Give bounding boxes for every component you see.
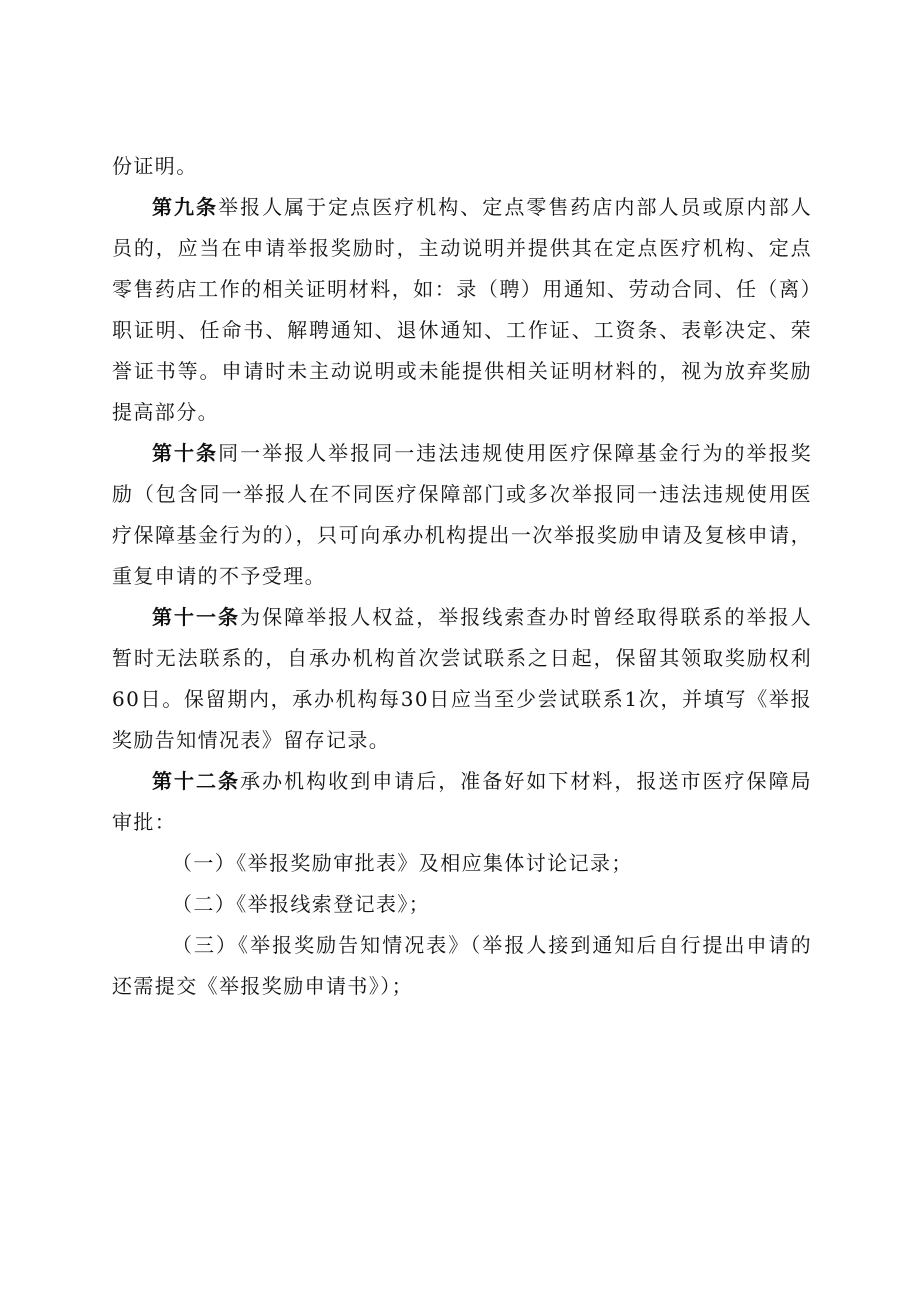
- paragraph-continuation: [112, 146, 812, 187]
- article-text: 承办机构收到申请后，准备好如下材料，报送市医疗保障局审批：: [112, 769, 812, 834]
- article-text: 为保障举报人权益，举报线索查办时曾经取得联系的举报人暂时无法联系的，自承办机构首次尝试联系之日起，保留其领取奖励权利60日。保留期内，承办机构每30日应当至少尝试联系1次，并填写《举报奖励告知情况表》留存记录。: [112, 605, 812, 752]
- article-heading: 第十条: [152, 441, 219, 465]
- article-9: [112, 187, 812, 433]
- article-text: 举报人属于定点医疗机构、定点零售药店内部人员或原内部人员的，应当在申请举报奖励时，主动说明并提供其在定点医疗机构、定点零售药店工作的相关证明材料，如：录（聘）用通知、劳动合同、任（离）职证明、任命书、解聘通知、退休通知、工作证、工资条、表彰决定、荣誉证书等。申请时未主动说明或未能提供相关证明材料的，视为放弃奖励提高部分。: [112, 195, 812, 424]
- paragraph-text: 份证明。: [112, 154, 198, 178]
- list-item: （一）《举报奖励审批表》及相应集体讨论记录；: [172, 851, 633, 875]
- article-heading: 第十二条: [152, 769, 241, 793]
- article-heading: 第十一条: [152, 605, 241, 629]
- article-11: [112, 597, 812, 761]
- article-12: [112, 761, 812, 843]
- article-heading: 第九条: [152, 195, 219, 219]
- list-item: （三）《举报奖励告知情况表》（举报人接到通知后自行提出申请的还需提交《举报奖励申请书》）；: [112, 933, 812, 998]
- list-item: （二）《举报线索登记表》；: [172, 892, 431, 916]
- article-text: 同一举报人举报同一违法违规使用医疗保障基金行为的举报奖励（包含同一举报人在不同医疗保障部门或多次举报同一违法违规使用医疗保障基金行为的），只可向承办机构提出一次举报奖励申请及复核申请，重复申请的不予受理。: [112, 441, 812, 588]
- document-page: [112, 146, 812, 1007]
- article-10: [112, 433, 812, 597]
